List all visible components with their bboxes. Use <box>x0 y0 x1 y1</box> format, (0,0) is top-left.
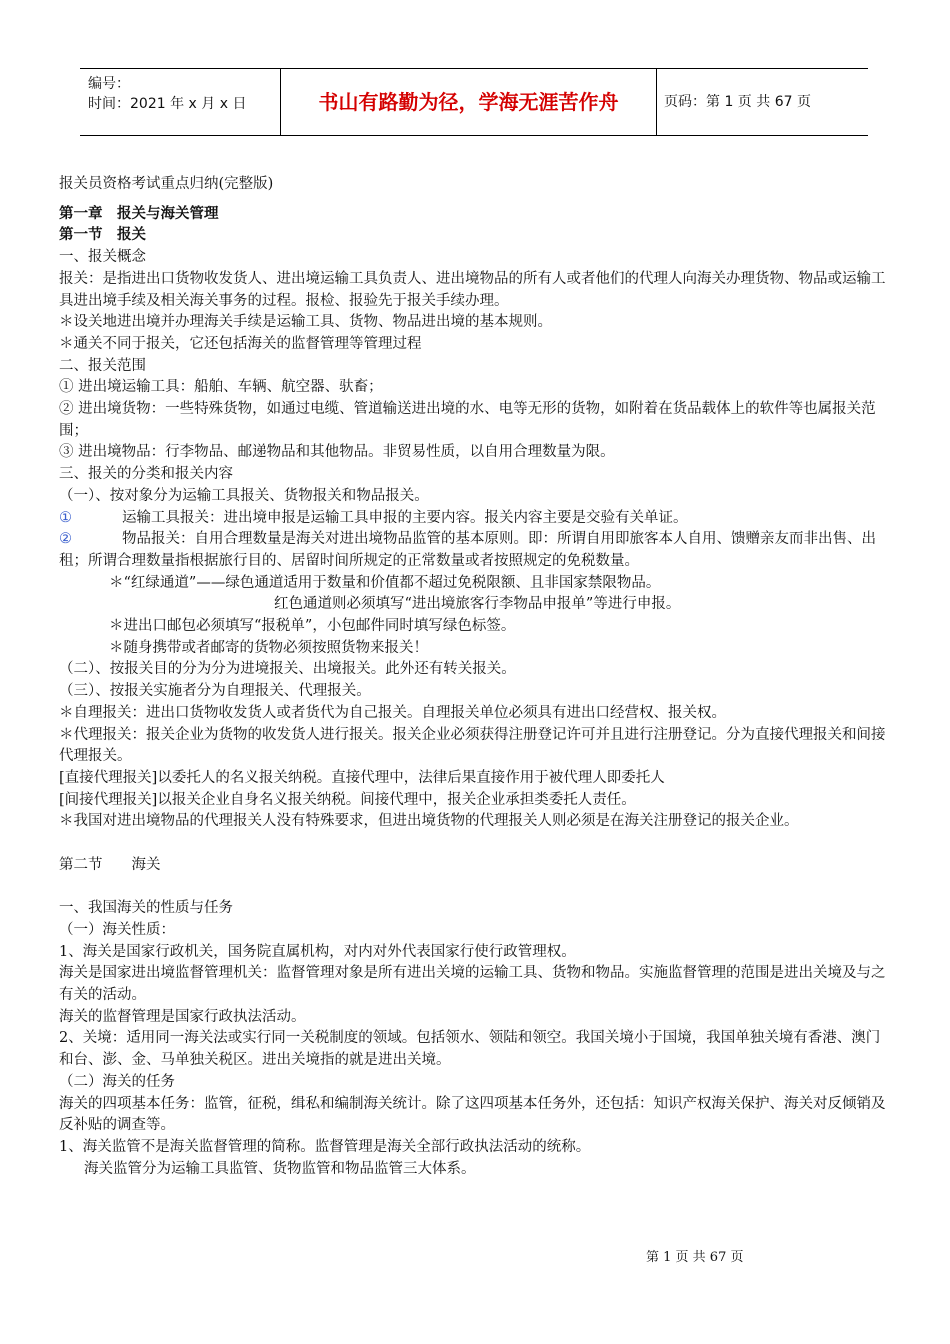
paragraph-text: 运输工具报关：进出境申报是运输工具申报的主要内容。报关内容主要是交验有关单证。 <box>122 509 688 526</box>
header-page-info: 页码：第 1 页 共 67 页 <box>664 94 811 110</box>
list-number: ② <box>59 531 72 548</box>
paragraph: 1、海关监管不是海关监督管理的简称。监督管理是海关全部行政执法活动的统称。 <box>59 1138 591 1155</box>
paragraph: 三、报关的分类和报关内容 <box>59 466 233 483</box>
chapter-heading: 第一章 报关与海关管理 <box>59 205 219 222</box>
paragraph: ＊自理报关：进出口货物收发货人或者货代为自己报关。自理报关单位必须具有进出口经营权、报关权。 <box>59 704 726 721</box>
paragraph: 二、报关范围 <box>59 357 146 374</box>
numbered-paragraph <box>59 529 893 572</box>
paragraph: 一、报关概念 <box>59 249 146 266</box>
section-heading: 第二节 海关 <box>59 856 161 873</box>
paragraph: 2、关境：适用同一海关法或实行同一关税制度的领域。包括领水、领陆和领空。我国关境小于国境，我国单独关境有香港、澳门和台、澎、金、马单独关税区。进出关境指的就是进出关境。 <box>59 1030 881 1069</box>
paragraph: ＊通关不同于报关，它还包括海关的监督管理等管理过程 <box>59 335 422 352</box>
paragraph: 海关是国家进出境监督管理机关：监督管理对象是所有进出关境的运输工具、货物和物品。实施监督管理的范围是进出关境及与之有关的活动。 <box>59 965 886 1003</box>
paragraph: 海关的监督管理是国家行政执法活动。 <box>59 1008 306 1025</box>
paragraph: ＊代理报关：报关企业为货物的收发货人进行报关。报关企业必须获得注册登记许可并且进行注册登记。分为直接代理报关和间接代理报关。 <box>59 726 886 765</box>
paragraph: （二）海关的任务 <box>59 1073 175 1090</box>
paragraph: ＊我国对进出境物品的代理报关人没有特殊要求，但进出境货物的代理报关人则必须是在海关注册登记的报关企业。 <box>59 813 799 830</box>
numbered-paragraph <box>59 508 893 530</box>
paragraph: 报关：是指进出口货物收发货人、进出境运输工具负责人、进出境物品的所有人或者他们的代理人向海关办理货物、物品或运输工具进出境手续及相关海关事务的过程。报检、报验先于报关手续办理。 <box>59 270 886 309</box>
section-heading: 第一节 报关 <box>59 227 146 244</box>
header-motto: 书山有路勤为径，学海无涯苦作舟 <box>281 69 657 135</box>
document-header <box>80 68 868 136</box>
paragraph: 1、海关是国家行政机关，国务院直属机构，对内对外代表国家行使行政管理权。 <box>59 943 576 960</box>
paragraph: （三）、按报关实施者分为自理报关、代理报关。 <box>59 683 371 700</box>
paragraph: [间接代理报关]以报关企业自身名义报关纳税。间接代理中，报关企业承担类委托人责任。 <box>59 791 636 808</box>
paragraph: （一）、按对象分为运输工具报关、货物报关和物品报关。 <box>59 487 429 504</box>
paragraph: 海关监管分为运输工具监管、货物监管和物品监管三大体系。 <box>84 1160 476 1177</box>
paragraph: ＊随身携带或者邮寄的货物必须按照货物来报关！ <box>109 639 428 656</box>
document-body <box>59 174 893 1180</box>
paragraph: ③ 进出境物品：行李物品、邮递物品和其他物品。非贸易性质，以自用合理数量为限。 <box>59 444 615 461</box>
paragraph: 一、我国海关的性质与任务 <box>59 900 233 917</box>
number-label: 编号： <box>88 76 130 92</box>
paragraph: ＊“红绿通道”——绿色通道适用于数量和价值都不超过免税限额、且非国家禁限物品。 <box>109 574 661 591</box>
paragraph: [直接代理报关]以委托人的名义报关纳税。直接代理中，法律后果直接作用于被代理人即委托人 <box>59 769 665 786</box>
paragraph: （一）海关性质： <box>59 921 175 938</box>
paragraph: ＊进出口邮包必须填写“报税单”，小包邮件同时填写绿色标签。 <box>109 618 516 635</box>
page-footer: 第 1 页 共 67 页 <box>646 1250 744 1265</box>
doc-title: 报关员资格考试重点归纳(完整版) <box>59 176 274 192</box>
paragraph-text: 物品报关：自用合理数量是海关对进出境物品监管的基本原则。即：所谓自用即旅客本人自用、馈赠亲友而非出售、出租；所谓合理数量指根据旅行目的、居留时间所规定的正常数量或者按照规定的免税数量。 <box>59 531 876 569</box>
paragraph: （二）、按报关目的分为分为进境报关、出境报关。此外还有转关报关。 <box>59 661 516 678</box>
paragraph: 红色通道则必须填写“进出境旅客行李物品申报单”等进行申报。 <box>274 596 681 613</box>
paragraph: ② 进出境货物：一些特殊货物，如通过电缆、管道输送进出境的水、电等无形的货物，如附着在货品载体上的软件等也属报关范围； <box>59 401 876 439</box>
paragraph: ① 进出境运输工具：船舶、车辆、航空器、驮畜； <box>59 379 383 396</box>
paragraph: ＊设关地进出境并办理海关手续是运输工具、货物、物品进出境的基本规则。 <box>59 314 552 331</box>
date-label: 时间：2021 年 x 月 x 日 <box>88 96 247 112</box>
header-meta-cell <box>80 69 281 135</box>
paragraph: 海关的四项基本任务：监管，征税，缉私和编制海关统计。除了这四项基本任务外，还包括：知识产权海关保护、海关对反倾销及反补贴的调查等。 <box>59 1095 886 1134</box>
list-number: ① <box>59 509 72 526</box>
